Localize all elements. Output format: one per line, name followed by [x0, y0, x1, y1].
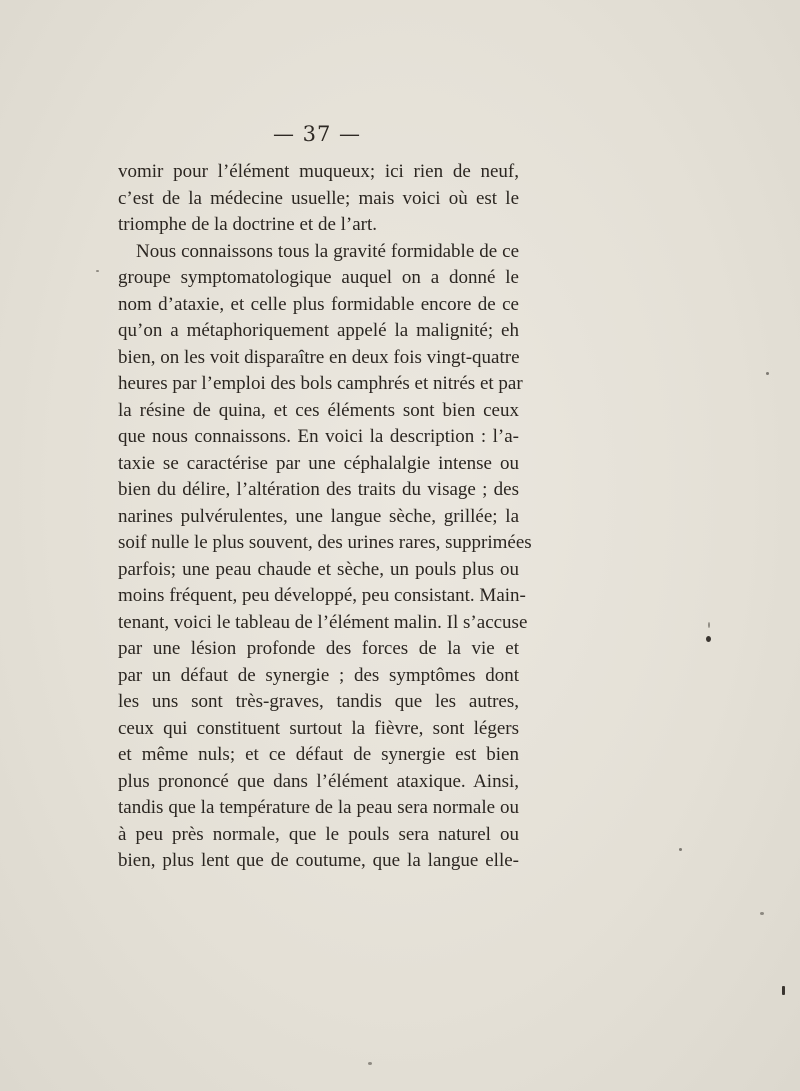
- text-line: tandis que la température de la peau sera normale ou: [118, 797, 519, 818]
- text-line: soif nulle le plus souvent, des urines rares, supprimées: [118, 532, 532, 553]
- text-line: triomphe de la doctrine et de l’art.: [118, 214, 378, 235]
- paper-speck: [782, 986, 785, 995]
- text-line: vomir pour l’élément muqueux; ici rien de neuf,: [118, 161, 519, 182]
- paragraph-start-line: Nous connaissons tous la gravité formidable de ce: [136, 240, 519, 262]
- text-line: que nous connaissons. En voici la description : l’a-: [118, 426, 519, 447]
- body-text: [118, 159, 532, 875]
- text-line: moins fréquent, peu développé, peu consistant. Main-: [118, 585, 526, 606]
- paper-speck: [679, 848, 682, 851]
- text-line: plus prononcé que dans l’élément ataxique. Ainsi,: [118, 770, 519, 792]
- text-line: bien, on les voit disparaître en deux fois vingt-quatre: [118, 346, 520, 368]
- text-line: et même nuls; et ce défaut de synergie est bien: [118, 744, 519, 765]
- text-line: narines pulvérulentes, une langue sèche, grillée; la: [118, 505, 519, 527]
- text-line: c’est de la médecine usuelle; mais voici où est le: [118, 187, 519, 209]
- text-line: nom d’ataxie, et celle plus formidable encore de ce: [118, 293, 519, 315]
- text-line: bien du délire, l’altération des traits du visage ; des: [118, 479, 519, 500]
- text-line: bien, plus lent que de coutume, que la langue elle-: [118, 850, 519, 871]
- text-line: parfois; une peau chaude et sèche, un pouls plus ou: [118, 558, 519, 580]
- paper-speck: [708, 622, 710, 628]
- paper-speck: [766, 372, 769, 375]
- text-line: qu’on a métaphoriquement appelé la malignité; eh: [118, 320, 519, 341]
- text-line: groupe symptomatologique auquel on a donné le: [118, 267, 519, 288]
- text-line: ceux qui constituent surtout la fièvre, sont légers: [118, 717, 519, 739]
- text-line: par un défaut de synergie ; des symptômes dont: [118, 664, 519, 686]
- text-line: les uns sont très-graves, tandis que les autres,: [118, 691, 519, 712]
- text-line: à peu près normale, que le pouls sera naturel ou: [118, 823, 519, 845]
- text-line: la résine de quina, et ces éléments sont bien ceux: [118, 399, 519, 421]
- page-number: — 37 —: [272, 122, 362, 146]
- text-line: heures par l’emploi des bols camphrés et nitrés et par: [118, 373, 523, 394]
- paper-speck: [706, 636, 711, 642]
- paper-speck: [96, 270, 99, 272]
- text-line: taxie se caractérise par une céphalalgie intense ou: [118, 452, 519, 474]
- text-line: par une lésion profonde des forces de la vie et: [118, 638, 519, 659]
- paper-speck: [368, 1062, 372, 1065]
- paper-speck: [760, 912, 764, 915]
- text-line: tenant, voici le tableau de l’élément malin. Il s’accuse: [118, 611, 528, 633]
